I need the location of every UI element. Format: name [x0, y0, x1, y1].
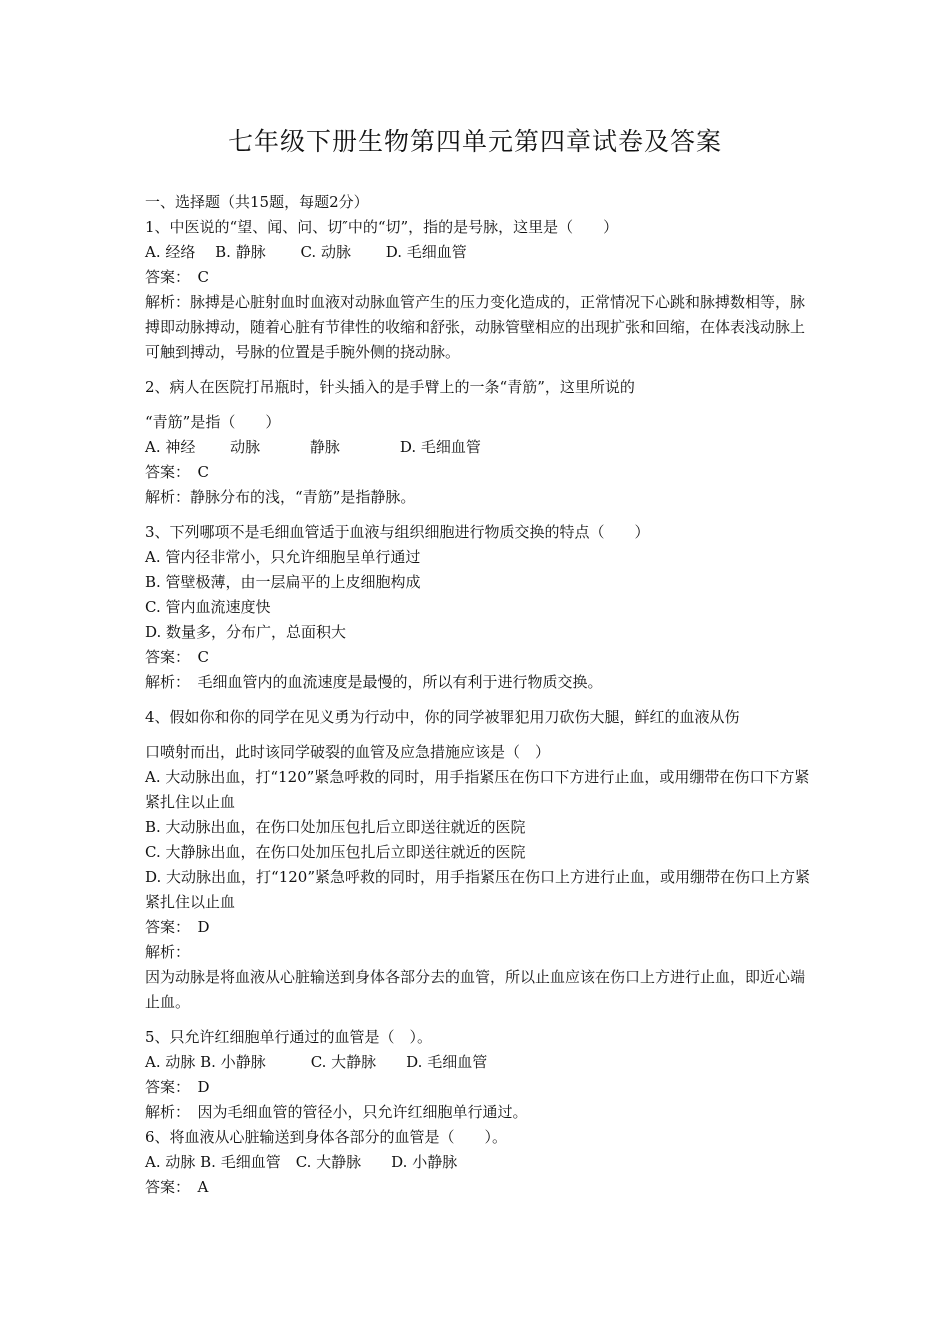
question-analysis: 解析：静脉分布的浅，“青筋”是指静脉。	[145, 488, 416, 506]
question-analysis: 因为动脉是将血液从心脏输送到身体各部分去的血管，所以止血应该在伤口上方进行止血，即近心端止血。	[145, 968, 806, 1011]
question-options: A. 神经 动脉 静脉 D. 毛细血管	[145, 438, 481, 456]
question-option-b: B. 管壁极薄，由一层扁平的上皮细胞构成	[145, 573, 421, 591]
question-options: A. 动脉 B. 毛细血管 C. 大静脉 D. 小静脉	[145, 1153, 458, 1171]
question-stem: 1、中医说的“望、闻、问、切″中的“切”，指的是号脉，这里是（ ）	[145, 218, 619, 236]
question-option-a: A. 管内径非常小，只允许细胞呈单行通过	[145, 548, 421, 566]
question-option-d: D. 大动脉出血，打“120”紧急呼救的同时，用手指紧压在伤口上方进行止血，或用绷带在伤口上方紧紧扎住以止血	[145, 868, 810, 911]
question-analysis: 解析：脉搏是心脏射血时血液对动脉血管产生的压力变化造成的，正常情况下心跳和脉搏数相等，脉搏即动脉搏动，随着心脏有节律性的收缩和舒张，动脉管壁相应的出现扩张和回缩，在体表浅动脉上可触到搏动，号脉的位置是手腕外侧的挠动脉。	[145, 293, 806, 361]
question-2	[145, 375, 815, 510]
question-stem: 6、将血液从心脏输送到身体各部分的血管是（ ）。	[145, 1128, 508, 1146]
question-stem-line-1: 4、假如你和你的同学在见义勇为行动中，你的同学被罪犯用刀砍伤大腿，鲜红的血液从伤	[145, 708, 740, 726]
question-6	[145, 1125, 815, 1200]
question-options: A. 经络 B. 静脉 C. 动脉 D. 毛细血管	[145, 243, 467, 261]
question-answer: 答案： A	[145, 1178, 209, 1196]
question-options: A. 动脉 B. 小静脉 C. 大静脉 D. 毛细血管	[145, 1053, 488, 1071]
question-3	[145, 520, 815, 695]
question-option-d: D. 数量多，分布广，总面积大	[145, 623, 347, 641]
question-stem-line-2: “青筋”是指（ ）	[145, 413, 281, 431]
question-analysis: 解析： 因为毛细血管的管径小，只允许红细胞单行通过。	[145, 1103, 528, 1121]
question-answer: 答案： C	[145, 268, 209, 286]
question-stem-line-1: 2、病人在医院打吊瓶时，针头插入的是手臂上的一条“青筋”，这里所说的	[145, 378, 635, 396]
question-answer: 答案： D	[145, 918, 210, 936]
question-answer: 答案： C	[145, 463, 209, 481]
question-analysis-label: 解析：	[145, 943, 191, 961]
question-option-b: B. 大动脉出血，在伤口处加压包扎后立即送往就近的医院	[145, 818, 526, 836]
question-option-a: A. 大动脉出血，打“120”紧急呼救的同时，用手指紧压在伤口下方进行止血，或用绷带在伤口下方紧紧扎住以止血	[145, 768, 810, 811]
question-option-c: C. 大静脉出血，在伤口处加压包扎后立即送往就近的医院	[145, 843, 526, 861]
question-stem: 5、只允许红细胞单行通过的血管是（ ）。	[145, 1028, 433, 1046]
question-option-c: C. 管内血流速度快	[145, 598, 271, 616]
document-body	[145, 190, 815, 1200]
question-4	[145, 705, 815, 1015]
question-stem: 3、下列哪项不是毛细血管适于血液与组织细胞进行物质交换的特点（ ）	[145, 523, 650, 541]
question-answer: 答案： C	[145, 648, 209, 666]
question-answer: 答案： D	[145, 1078, 210, 1096]
section-header: 一、选择题（共15题，每题2分）	[145, 193, 369, 211]
question-stem-line-2: 口喷射而出，此时该同学破裂的血管及应急措施应该是（ ）	[145, 743, 551, 761]
question-5	[145, 1025, 815, 1125]
document-title: 七年级下册生物第四单元第四章试卷及答案	[227, 127, 722, 156]
question-1	[145, 215, 815, 365]
question-analysis: 解析： 毛细血管内的血流速度是最慢的，所以有利于进行物质交换。	[145, 673, 603, 691]
